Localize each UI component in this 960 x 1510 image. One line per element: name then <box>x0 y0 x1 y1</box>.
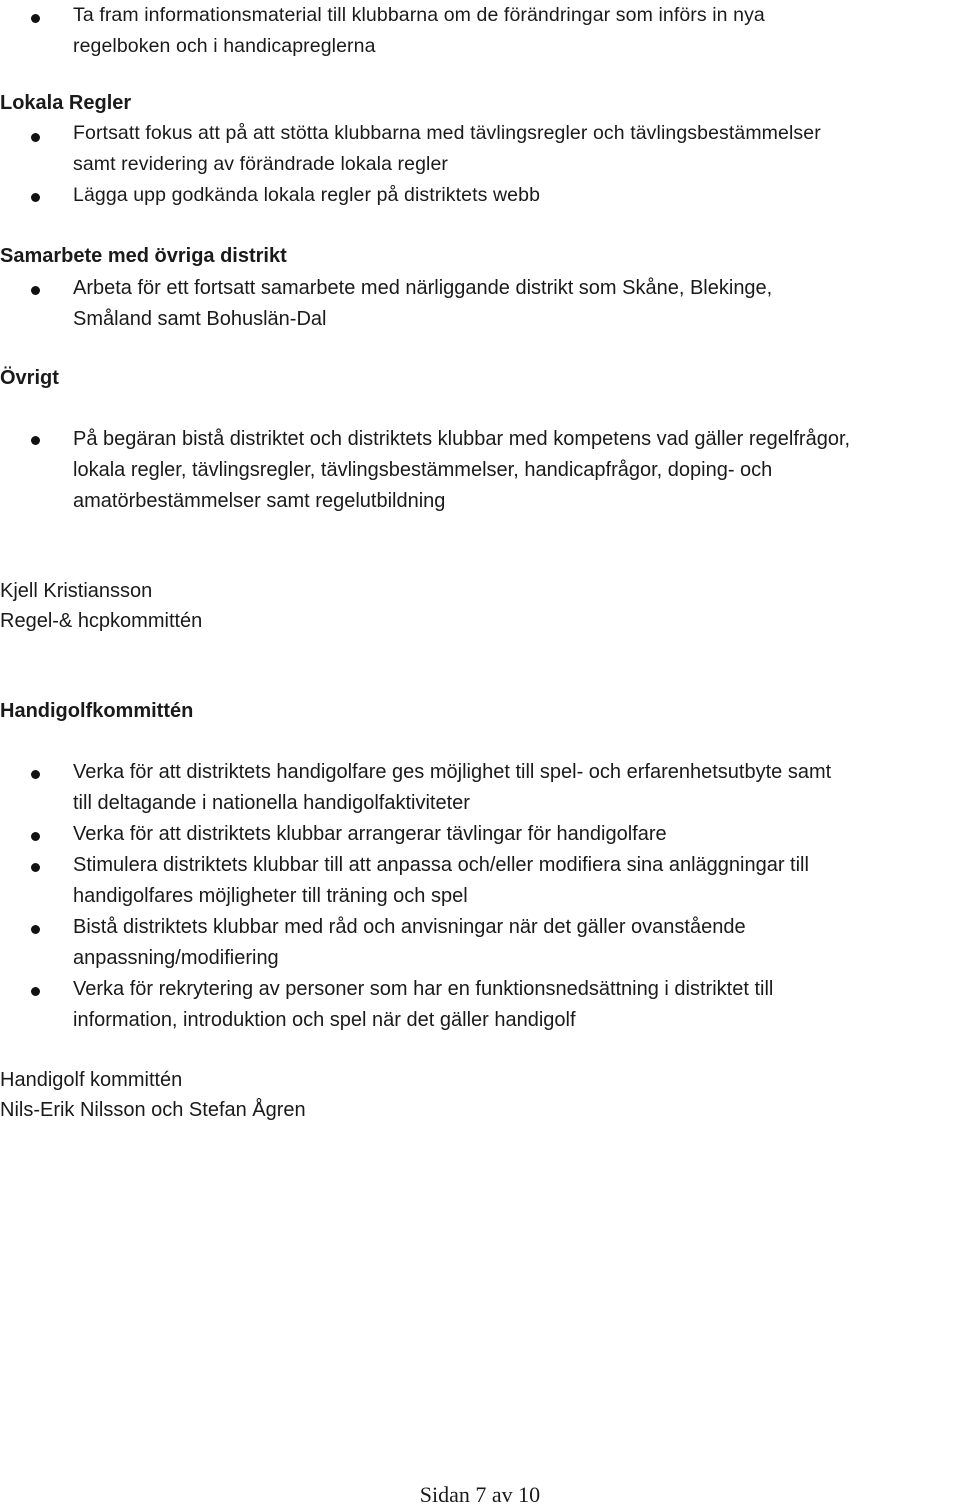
list-item <box>73 974 953 1036</box>
section-heading-samarbete: Samarbete med övriga distrikt <box>0 245 287 267</box>
list-item-line: handigolfares möjligheter till träning och spel <box>73 885 468 907</box>
bullet-icon <box>31 286 40 295</box>
list-item <box>73 180 953 211</box>
list-item-line: Verka för rekrytering av personer som har en funktionsnedsättning i distriktet till <box>73 978 774 1000</box>
bullet-icon <box>31 193 40 202</box>
page-number: Sidan 7 av 10 <box>419 1482 541 1507</box>
bullet-icon <box>31 14 40 23</box>
list-item-line: Stimulera distriktets klubbar till att anpassa och/eller modifiera sina anläggningar till <box>73 854 809 876</box>
section-heading-handigolf: Handigolfkommittén <box>0 700 194 722</box>
list-item <box>73 819 953 850</box>
bullet-icon <box>31 863 40 872</box>
list-item <box>73 757 953 819</box>
list-item-line: anpassning/modifiering <box>73 947 279 969</box>
list-item-line: Bistå distriktets klubbar med råd och anvisningar när det gäller ovanstående <box>73 916 746 938</box>
list-item-line: Arbeta för ett fortsatt samarbete med närliggande distrikt som Skåne, Blekinge, <box>73 277 773 299</box>
list-item-line: Ta fram informationsmaterial till klubbarna om de förändringar som införs in nya <box>73 4 765 26</box>
list-item <box>73 118 953 180</box>
section-heading-ovrigt: Övrigt <box>0 367 59 389</box>
list-item <box>73 273 953 335</box>
bullet-icon <box>31 436 40 445</box>
bullet-icon <box>31 770 40 779</box>
list-item-line: lokala regler, tävlingsregler, tävlingsbestämmelser, handicapfrågor, doping- och <box>73 459 773 481</box>
list-item-line: Verka för att distriktets klubbar arrangerar tävlingar för handigolfare <box>73 823 667 845</box>
signature-committee: Handigolf kommittén <box>0 1069 183 1091</box>
list-item <box>73 912 953 974</box>
list-item-line: regelboken och i handicapreglerna <box>73 35 376 57</box>
list-item-line: Fortsatt fokus att på att stötta klubbarna med tävlingsregler och tävlingsbestämmelser <box>73 122 821 144</box>
list-item-line: Småland samt Bohuslän-Dal <box>73 308 327 330</box>
list-item-line: till deltagande i nationella handigolfaktiviteter <box>73 792 470 814</box>
list-item-line: amatörbestämmelser samt regelutbildning <box>73 490 446 512</box>
list-item <box>73 424 953 517</box>
signature-names: Nils-Erik Nilsson och Stefan Ågren <box>0 1099 306 1121</box>
list-item-line: Lägga upp godkända lokala regler på distriktets webb <box>73 184 541 206</box>
list-item-line: information, introduktion och spel när det gäller handigolf <box>73 1009 576 1031</box>
section-heading-lokala-regler: Lokala Regler <box>0 92 132 114</box>
list-item-line: Verka för att distriktets handigolfare ges möjlighet till spel- och erfarenhetsutbyte samt <box>73 761 832 783</box>
list-item-line: samt revidering av förändrade lokala regler <box>73 153 448 175</box>
list-item <box>73 850 953 912</box>
bullet-icon <box>31 133 40 142</box>
list-item-line: På begäran bistå distriktet och distriktets klubbar med kompetens vad gäller regelfrågor, <box>73 428 851 450</box>
list-item <box>73 0 953 62</box>
signature-role: Regel-& hcpkommittén <box>0 610 203 632</box>
bullet-icon <box>31 832 40 841</box>
bullet-icon <box>31 987 40 996</box>
bullet-icon <box>31 925 40 934</box>
signature-name: Kjell Kristiansson <box>0 580 153 602</box>
